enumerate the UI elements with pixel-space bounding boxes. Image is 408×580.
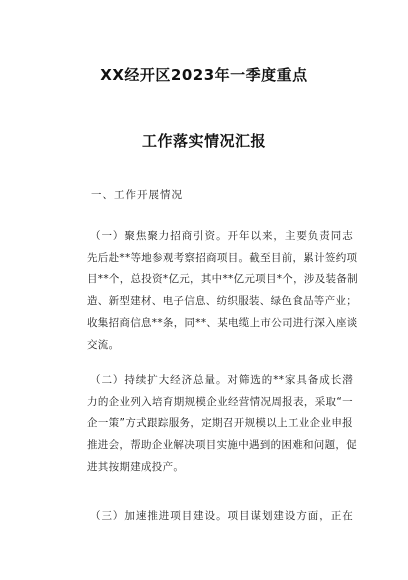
paragraph-line: 收集招商信息**条，同**、某电缆上市公司进行深入座谈 (87, 316, 358, 329)
paragraph-line: （二）持续扩大经济总量。对筛选的**家具备成长潜 (90, 374, 353, 386)
document-title-line2: 工作落实情况汇报 (141, 132, 266, 150)
paragraph-line: 交流。 (87, 338, 120, 351)
paragraph-line: 企一策”方式跟踪服务，定期召开规模以上工业企业申报 (87, 417, 353, 430)
paragraph-line: 目**个，总投资*亿元，其中**亿元项目*个，涉及装备制 (87, 273, 358, 286)
paragraph-line: 先后赴**等地参观考察招商项目。截至目前，累计签约项 (87, 251, 358, 264)
paragraph-line: 进其按期建成投产。 (87, 460, 185, 473)
paragraph-line: 造、新型建材、电子信息、纺织服装、绿色食品等产业； (87, 295, 357, 308)
section-heading: 一、工作开展情况 (91, 189, 183, 201)
paragraph-line: 推进会，帮助企业解决项目实施中遇到的困难和问题，促 (87, 439, 357, 452)
paragraph-projects (87, 506, 353, 528)
paragraph-line: （三）加速推进项目建设。项目谋划建设方面，正在 (90, 510, 353, 522)
paragraph-economy (87, 370, 357, 479)
paragraph-investment (87, 226, 358, 356)
paragraph-line: （一）聚焦聚力招商引资。开年以来，主要负责同志 (90, 230, 353, 242)
paragraph-line: 力的企业列入培育期规模企业经营情况周报表，采取“一 (87, 395, 353, 408)
document-title-line1: XX经开区2023年一季度重点 (100, 66, 308, 84)
